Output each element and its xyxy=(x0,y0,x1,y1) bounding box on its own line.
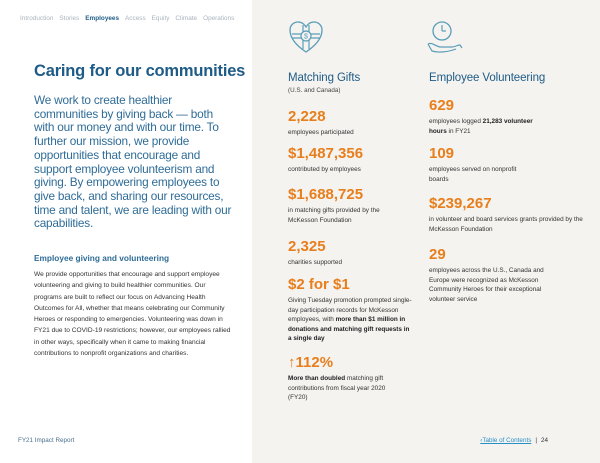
stat-description: in matching gifts provided by the McKesson Foundation xyxy=(288,207,380,224)
stat-value: $2 for $1 xyxy=(288,276,350,293)
employee-volunteering-heading: Employee Volunteering xyxy=(429,72,546,84)
stat-value: 2,228 xyxy=(288,108,326,125)
footer-separator: | xyxy=(535,437,537,444)
stat-charities-supported xyxy=(288,238,438,268)
stat-giving-tuesday xyxy=(288,276,412,344)
stat-value: 2,325 xyxy=(288,238,326,255)
nav-item-access[interactable]: Access xyxy=(125,15,146,22)
arrow-up-icon: ↑ xyxy=(288,354,296,371)
section-nav xyxy=(20,15,234,22)
nav-item-introduction[interactable]: Introduction xyxy=(20,15,54,22)
stat-value: 109 xyxy=(429,145,455,162)
stat-volunteer-employees xyxy=(429,97,549,136)
stat-description: employees participated xyxy=(288,129,354,136)
page-title: Caring for our communities xyxy=(34,62,246,80)
nav-item-operations[interactable]: Operations xyxy=(203,15,235,22)
stat-description: employees logged 21,283 volunteer hours in FY21 xyxy=(429,118,533,135)
left-column xyxy=(0,0,252,463)
stat-description: employees served on nonprofit boards xyxy=(429,166,517,183)
stat-description: Giving Tuesday promotion prompted single-day participation records for McKesson employees, with more than $1 million in donations and matching gift requests in a single day xyxy=(288,297,412,342)
section-subheading: Employee giving and volunteering xyxy=(34,253,170,263)
stat-description: More than doubled matching gift contributions from fiscal year 2020 (FY20) xyxy=(288,375,386,401)
stat-description: contributed by employees xyxy=(288,166,361,173)
page-number: 24 xyxy=(540,437,548,444)
stat-description: charities supported xyxy=(288,259,342,266)
svg-text:$: $ xyxy=(304,33,308,41)
heart-gift-dollar-icon xyxy=(288,20,324,54)
stat-value: $239,267 xyxy=(429,195,492,212)
stat-value: $1,688,725 xyxy=(288,186,364,203)
matching-gifts-subheading: (U.S. and Canada) xyxy=(288,87,341,94)
nav-item-stories[interactable]: Stories xyxy=(59,15,80,22)
nav-item-climate[interactable]: Climate xyxy=(175,15,198,22)
nav-item-equity[interactable]: Equity xyxy=(151,15,170,22)
table-of-contents-link[interactable]: ‹Table of Contents xyxy=(480,437,532,444)
stat-volunteer-grants xyxy=(429,195,589,234)
nav-item-employees[interactable]: Employees xyxy=(85,15,120,22)
stat-employees-participated xyxy=(288,108,438,138)
clock-hand-icon xyxy=(426,20,464,54)
stat-value: $1,487,356 xyxy=(288,145,364,162)
stat-value: ↑112% xyxy=(288,354,334,371)
stat-description: employees across the U.S., Canada and Europe were recognized as McKesson Community Heroes for their exceptional volunteer service xyxy=(429,267,544,303)
intro-paragraph: We work to create healthier communities by giving back — both with our money and with our time. To further our mission, we provide opportunities that encourage and support employee volunteerism and giving. By empowering employees to give back, and sharing our resources, time and talent, we are leading with our capabilities. xyxy=(34,93,232,231)
body-paragraph: We provide opportunities that encourage and support employee volunteering and giving to build healthier communities. Our programs are built to reflect our focus on Advancing Health Outcomes for All, whether that means celebrating our Community Heroes or responding to emergencies. Volunteering was down in FY21 due to COVID-19 restrictions; however, our employees rallied in other ways, specifically when it came to making financial contributions to nonprofit organizations and charities. xyxy=(34,271,231,358)
matching-gifts-heading: Matching Gifts xyxy=(288,72,361,84)
stat-contributed-by-employees xyxy=(288,145,438,175)
footer-navigation xyxy=(480,437,548,444)
report-name: FY21 Impact Report xyxy=(18,437,75,444)
stat-growth xyxy=(288,354,398,403)
stat-description: in volunteer and board services grants provided by the McKesson Foundation xyxy=(429,216,583,233)
stat-nonprofit-boards xyxy=(429,145,519,184)
stat-value: 629 xyxy=(429,97,455,114)
stat-value: 29 xyxy=(429,246,446,263)
stat-matching-gifts xyxy=(288,186,406,225)
stat-community-heroes xyxy=(429,246,554,304)
right-panel xyxy=(252,0,600,463)
